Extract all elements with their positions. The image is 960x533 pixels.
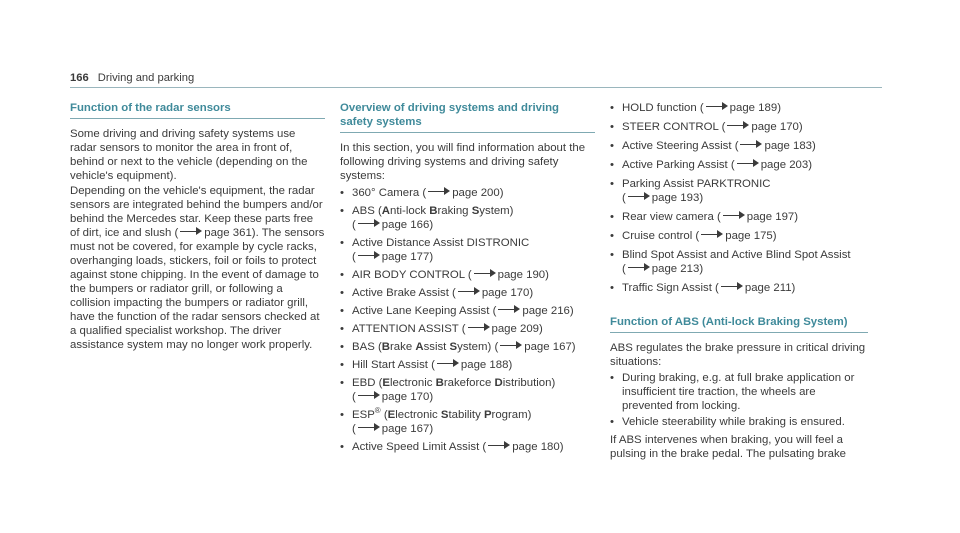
item-open: ( bbox=[352, 423, 356, 435]
item-open: ( bbox=[622, 263, 626, 275]
arrow-icon bbox=[437, 360, 459, 367]
item-close: ) bbox=[539, 323, 543, 335]
list-item bbox=[340, 268, 595, 282]
item-label: 360° Camera ( bbox=[352, 187, 427, 199]
item-initial: D bbox=[494, 377, 503, 389]
item-initial: A bbox=[415, 341, 424, 353]
item-close: ) bbox=[429, 423, 434, 435]
item-label: Active Lane Keeping Assist ( bbox=[352, 305, 497, 317]
item-initial: P bbox=[483, 409, 492, 421]
overview-intro: In this section, you will find information about the following driving systems and driving safety systems: bbox=[340, 142, 586, 182]
overview-list bbox=[340, 186, 595, 454]
abs-list bbox=[610, 371, 868, 429]
item-label: BAS ( bbox=[352, 341, 382, 353]
section-name: Driving and parking bbox=[97, 72, 195, 84]
item-close: ) bbox=[499, 187, 504, 199]
list-item bbox=[610, 229, 868, 243]
item-initial: E bbox=[387, 409, 396, 421]
page-reference-link[interactable]: page 200 bbox=[452, 187, 500, 199]
item-close: ) bbox=[699, 192, 704, 204]
arrow-icon bbox=[727, 122, 749, 129]
arrow-icon bbox=[474, 270, 496, 277]
item-word: nti-lock bbox=[390, 205, 430, 217]
list-item bbox=[340, 304, 595, 318]
list-item bbox=[610, 120, 868, 134]
item-close: ) bbox=[699, 263, 704, 275]
page-reference-link[interactable]: page 170 bbox=[751, 121, 799, 133]
arrow-icon bbox=[721, 283, 743, 290]
item-initial: S bbox=[471, 205, 480, 217]
item-close: ) bbox=[772, 230, 777, 242]
item-label: Traffic Sign Assist ( bbox=[622, 282, 719, 294]
item-word: istribution) bbox=[502, 377, 556, 389]
item-close: ) bbox=[777, 102, 781, 114]
item-close: ) bbox=[508, 359, 513, 371]
item-close: ) bbox=[559, 441, 564, 453]
item-word: ystem) bbox=[479, 205, 514, 217]
page-reference-link[interactable]: page 167 bbox=[381, 423, 430, 435]
list-item bbox=[340, 340, 595, 354]
page-reference-link[interactable]: page 361 bbox=[204, 227, 252, 239]
page-number: 166 bbox=[70, 72, 89, 84]
item-close: ) bbox=[571, 341, 576, 353]
page-reference-link[interactable]: page 189 bbox=[729, 102, 778, 114]
page-reference-link[interactable]: page 211 bbox=[744, 282, 792, 294]
item-word: rogram) bbox=[491, 409, 532, 421]
list-item bbox=[340, 408, 595, 436]
arrow-icon bbox=[428, 188, 450, 195]
arrow-icon bbox=[723, 212, 745, 219]
item-initial: S bbox=[449, 341, 458, 353]
list-item bbox=[610, 139, 868, 153]
item-initial: S bbox=[440, 409, 449, 421]
radar-p2-text: Depending on the vehicle's equipment, the radar sensors are integrated behind the bumpers and/or behind the Mercedes star. Keep these parts free of dirt, ice and slush ( bbox=[70, 185, 323, 239]
list-item bbox=[610, 158, 868, 172]
page-reference-link[interactable]: page 209 bbox=[491, 323, 540, 335]
item-open: ( bbox=[352, 219, 356, 231]
item-label: STEER CONTROL ( bbox=[622, 121, 726, 133]
item-label: Cruise control ( bbox=[622, 230, 700, 242]
list-item: • Vehicle steerability while braking is ensured. bbox=[610, 415, 868, 429]
list-item bbox=[340, 236, 595, 264]
item-label: Blind Spot Assist and Active Blind Spot Assist bbox=[622, 249, 851, 261]
page-reference-link[interactable]: page 213 bbox=[651, 263, 700, 275]
arrow-icon bbox=[488, 442, 510, 449]
page-reference-link[interactable]: page 203 bbox=[760, 159, 809, 171]
arrow-icon bbox=[500, 342, 522, 349]
item-close: ) bbox=[429, 391, 434, 403]
item-label: Active Distance Assist DISTRONIC bbox=[352, 237, 530, 249]
page-reference-link[interactable]: page 183 bbox=[764, 140, 812, 152]
abs-intro: ABS regulates the brake pressure in critical driving situations: bbox=[610, 342, 866, 368]
header-rule bbox=[70, 87, 882, 88]
item-label: Active Brake Assist ( bbox=[352, 287, 456, 299]
item-open: ( bbox=[380, 409, 388, 421]
item-word: ystem) ( bbox=[457, 341, 499, 353]
item-initial: B bbox=[435, 377, 444, 389]
item-label: ABS ( bbox=[352, 205, 382, 217]
item-label: HOLD function ( bbox=[622, 102, 704, 114]
arrow-icon bbox=[458, 288, 480, 295]
arrow-icon bbox=[740, 141, 762, 148]
radar-p2-rest: ). The sensors must not be covered, for example by cycle racks, overhanging loads, stickers, foil or foils to protect against stone chipping. In the event of damage to the bumpers or radiator grill, or following a collision impacting the bumpers or radiator grill, have the function of the radar sensors checked at a qualified specialist workshop. The driver assistance system may no longer work properly. bbox=[70, 227, 325, 351]
item-open: ( bbox=[622, 192, 626, 204]
arrow-icon bbox=[628, 264, 650, 271]
list-item bbox=[340, 376, 595, 404]
list-item bbox=[340, 322, 595, 336]
column-systems-abs bbox=[610, 101, 868, 462]
item-label: EBD ( bbox=[352, 377, 383, 389]
radar-paragraph-2 bbox=[70, 184, 325, 352]
page-reference-link[interactable]: page 180 bbox=[512, 441, 560, 453]
item-label: AIR BODY CONTROL ( bbox=[352, 269, 472, 281]
arrow-icon bbox=[358, 252, 380, 259]
arrow-icon bbox=[628, 193, 650, 200]
registered-mark: ® bbox=[374, 406, 381, 416]
page-reference-link[interactable]: page 170 bbox=[381, 391, 430, 403]
page-reference-link[interactable]: page 177 bbox=[381, 251, 430, 263]
list-item bbox=[340, 358, 595, 372]
item-word: rakeforce bbox=[443, 377, 495, 389]
item-label: Active Steering Assist ( bbox=[622, 140, 739, 152]
item-close: ) bbox=[812, 140, 816, 152]
item-label: ATTENTION ASSIST ( bbox=[352, 323, 466, 335]
list-item bbox=[340, 286, 595, 300]
abs-paragraph: If ABS intervenes when braking, you will feel a pulsing in the brake pedal. The pulsating brake bbox=[610, 434, 846, 460]
overview-list-continued bbox=[610, 101, 868, 295]
arrow-icon bbox=[358, 424, 380, 431]
item-label: Hill Start Assist ( bbox=[352, 359, 435, 371]
item-initial: E bbox=[382, 377, 390, 389]
radar-title: Function of the radar sensors bbox=[70, 101, 325, 119]
page-reference-link[interactable]: page 166 bbox=[381, 219, 430, 231]
list-item bbox=[610, 177, 868, 205]
overview-title: Overview of driving systems and driving safety systems bbox=[340, 101, 595, 133]
arrow-icon bbox=[701, 231, 723, 238]
item-close: ) bbox=[794, 211, 799, 223]
item-label: Active Parking Assist ( bbox=[622, 159, 735, 171]
page-reference-link[interactable]: page 197 bbox=[746, 211, 795, 223]
item-close: ) bbox=[798, 121, 803, 133]
item-initial: B bbox=[381, 341, 390, 353]
list-item bbox=[340, 440, 595, 454]
item-initial: A bbox=[381, 205, 390, 217]
item-close: ) bbox=[429, 251, 434, 263]
item-word: rake bbox=[390, 341, 416, 353]
item-label: Active Speed Limit Assist ( bbox=[352, 441, 487, 453]
item-open: ( bbox=[352, 251, 356, 263]
page-reference-link[interactable]: page 175 bbox=[725, 230, 773, 242]
item-label: Rear view camera ( bbox=[622, 211, 721, 223]
item-word: lectronic bbox=[390, 377, 436, 389]
item-label: ESP bbox=[352, 409, 375, 421]
arrow-icon bbox=[180, 228, 202, 235]
page-reference-link[interactable]: page 190 bbox=[497, 269, 546, 281]
item-close: ) bbox=[808, 159, 812, 171]
page-reference-link[interactable]: page 170 bbox=[481, 287, 530, 299]
page-header bbox=[70, 71, 194, 85]
page-reference-link[interactable]: page 167 bbox=[524, 341, 572, 353]
item-close: ) bbox=[791, 282, 796, 294]
arrow-icon bbox=[737, 160, 759, 167]
item-initial: B bbox=[429, 205, 438, 217]
item-close: ) bbox=[545, 269, 549, 281]
abs-title: Function of ABS (Anti-lock Braking System) bbox=[610, 315, 868, 333]
arrow-icon bbox=[468, 324, 490, 331]
list-item bbox=[610, 101, 868, 115]
item-open: ( bbox=[352, 391, 356, 403]
item-close: ) bbox=[429, 219, 434, 231]
arrow-icon bbox=[358, 392, 380, 399]
arrow-icon bbox=[706, 103, 728, 110]
list-item: • During braking, e.g. at full brake application or insufficient tire traction, the wheels are prevented from locking. bbox=[610, 371, 868, 413]
list-item bbox=[610, 210, 868, 224]
list-item bbox=[610, 281, 868, 295]
column-radar bbox=[70, 101, 325, 353]
item-word: raking bbox=[437, 205, 472, 217]
page-reference-link[interactable]: page 193 bbox=[651, 192, 700, 204]
arrow-icon bbox=[358, 220, 380, 227]
page-reference-link[interactable]: page 188 bbox=[460, 359, 509, 371]
item-word: lectronic bbox=[395, 409, 441, 421]
column-overview bbox=[340, 101, 595, 458]
item-word: tability bbox=[448, 409, 484, 421]
radar-paragraph-1: Some driving and driving safety systems use radar sensors to monitor the area in front of, behind or next to the vehicle (depending on the vehicle's equipment). bbox=[70, 128, 308, 182]
item-close: ) bbox=[569, 305, 574, 317]
list-item bbox=[340, 204, 595, 232]
item-word: ssist bbox=[423, 341, 450, 353]
arrow-icon bbox=[498, 306, 520, 313]
page-reference-link[interactable]: page 216 bbox=[522, 305, 570, 317]
list-item bbox=[610, 248, 868, 276]
item-close: ) bbox=[529, 287, 534, 299]
list-item bbox=[340, 186, 595, 200]
item-label: Parking Assist PARKTRONIC bbox=[622, 178, 771, 190]
